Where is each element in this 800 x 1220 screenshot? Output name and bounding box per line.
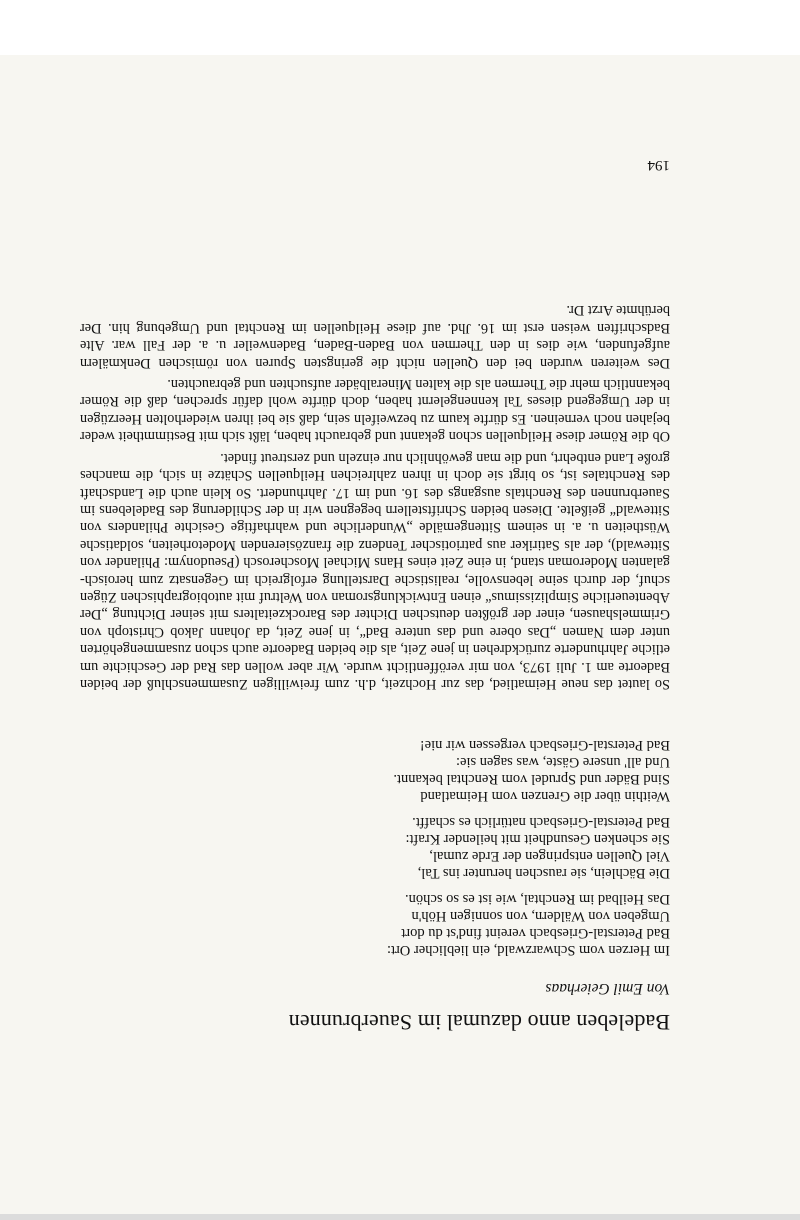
poem-line: Im Herzen vom Schwarzwald, ein lieblicher Ort:	[386, 942, 670, 958]
poem-stanza	[110, 890, 670, 958]
poem-stanza	[110, 736, 670, 804]
poem-line: Viel Quellen entspringen der Erde zumal,	[429, 848, 670, 864]
poem-line: Und all' unsere Gäste, was sagen sie:	[455, 754, 670, 770]
body-paragraph: Des weiteren wurden bei den Quellen nicht die geringsten Spuren von römischen Denkmälern aufgefunden, wie dies in den Thermen von Baden-Baden, Badenweiler u. a. der Fall war. Alte Badschriften weisen erst im 16. Jhd. auf diese Heilquellen im Renchtal und Umgebung hin. Der berühmte Arzt Dr.	[80, 302, 670, 371]
viewer-header	[0, 0, 800, 55]
poem-line: Bad Peterstal-Griesbach vergessen wir nie!	[419, 737, 670, 753]
poem-line: Sie schenken Gesundheit mit heilender Kraft:	[405, 831, 670, 847]
poem-line: Bad Peterstal-Griesbach vereint find'st du dort	[401, 925, 670, 941]
article-title: Badeleben anno dazumal im Sauerbrunnen	[288, 1010, 670, 1035]
page-number: 194	[647, 157, 670, 173]
poem	[110, 727, 670, 958]
poem-line: Bad Peterstal-Griesbach natürlich es schafft.	[412, 814, 670, 830]
poem-line: Das Heilbad im Renchtal, wie ist es so schön.	[405, 891, 670, 907]
body-paragraph: So lautet das neue Heimatlied, das zur Hochzeit, d.h. zum freiwilligen Zusammenschluß der beiden Badeorte am 1. Juli 1973, von mir veröffentlicht wurde. Wir aber wollen das Rad der Geschichte um etliche Jahrhunderte zurückdrehen in jene Zeit, als die beiden Badeorte auch schon zusammengehörten unter dem Namen „Das obere und das untere Bad“, in jene Zeit, da Johann Jakob Christoph von Grimmelshausen, einer der größten deutschen Dichter des Barockzeitalters mit seiner Dichtung „Der Abenteuerliche Simplizissimus“ einen Entwicklungsroman von Weltruf mit autobiographischen Zügen schuf, der durch seine lebensvolle, realistische Darstellung erfolgreich im Gegensatz zum heroisch-galanten Moderoman stand, in eine Zeit eines Hans Michael Moscherosch (Pseudonym: Philander von Sittewald), der als Satiriker aus patriotischer Tendenz die französierenden Modetorheiten, soldatische Wüstheiten u. a. in seinem Sittengemälde „Wunderliche und wahrhaftige Gesichte Philanders von Sittewald“ geißelte. Diesen beiden Schriftstellern begegnen wir in der Schilderung des Badelebens im Sauerbrunnen des Renchtals ausgangs des 16. und im 17. Jahrhundert. So klein auch die Landschaft des Renchtales ist, so birgt sie doch in ihren zahlreichen Heilquellen Schätze in sich, die manches große Land entbehrt, und die man gewöhnlich nur einzeln und zerstreut findet.	[80, 449, 670, 692]
poem-line: Weithin über die Grenzen vom Heimatland	[420, 788, 670, 804]
poem-line: Sind Bäder und Sprudel vom Renchtal bekannt.	[393, 771, 670, 787]
body-paragraph: Ob die Römer diese Heilquellen schon gekannt und gebraucht haben, läßt sich mit Bestimmtheit weder bejahen noch verneinen. Es dürfte kaum zu bezweifeln sein, daß sie bei ihren wiederholten Heerzügen in der Umgegend dieses Tal kennengelernt haben, doch dürfte wohl dafür sprechen, daß die Römer bekanntlich mehr die Thermen als die kalten Mineralbäder aufsuchten und gebrauchten.	[80, 376, 670, 445]
poem-stanza	[110, 813, 670, 881]
poem-line: Umgeben von Wäldern, von sonnigen Höh'n	[411, 908, 670, 924]
poem-line: Die Bächlein, sie rauschen herunter ins Tal,	[417, 865, 670, 881]
article-body	[80, 297, 670, 692]
page-bottom-bar	[0, 1214, 800, 1220]
article-author: Von Emil Geierhaas	[545, 980, 670, 997]
